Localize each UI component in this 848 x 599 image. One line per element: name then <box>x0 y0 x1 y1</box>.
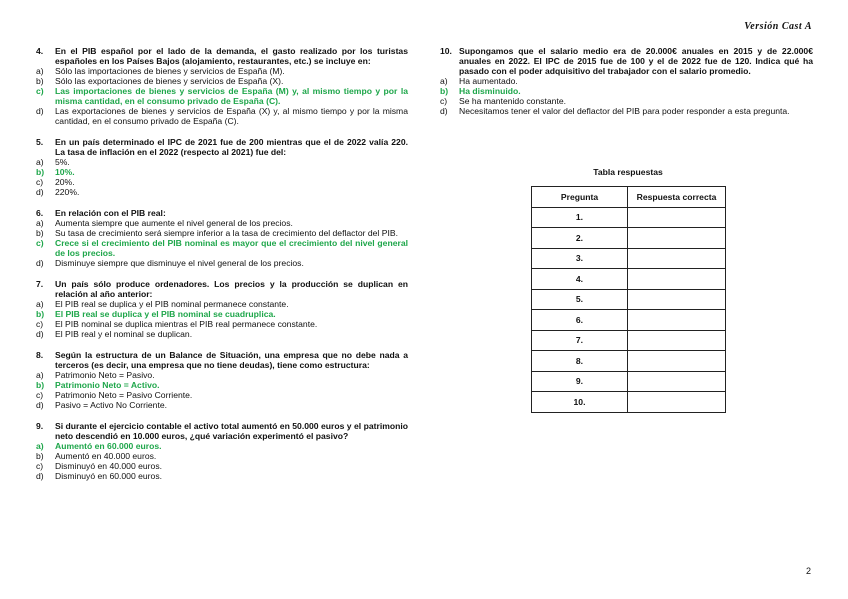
table-row <box>532 269 726 290</box>
option-text: 10%. <box>55 167 75 177</box>
question-number-cell: 7. <box>532 330 628 351</box>
option-text: Patrimonio Neto = Pasivo. <box>55 370 155 380</box>
option-text: Su tasa de crecimiento será siempre inferior a la tasa de crecimiento del deflactor del PIB. <box>55 228 398 238</box>
answer-cell <box>628 248 726 269</box>
option-letter: d) <box>36 471 44 481</box>
table-row <box>532 371 726 392</box>
question-text: En un país determinado el IPC de 2021 fue de 200 mientras que el de 2022 valía 220. La tasa de inflación en el 2022 (respecto al 2021) fue del: <box>55 137 408 157</box>
question-text: En el PIB español por el lado de la demanda, el gasto realizado por los turistas españoles en los Países Bajos (alojamiento, restaurantes, etc.) se incluye en: <box>55 46 408 66</box>
left-column <box>36 46 408 492</box>
answer-option <box>440 96 813 106</box>
option-letter: a) <box>36 299 44 309</box>
answer-option <box>36 157 408 167</box>
option-text: Pasivo = Activo No Corriente. <box>55 400 168 410</box>
answer-option <box>36 400 408 410</box>
correct-answer-option <box>36 380 408 390</box>
question-block <box>36 46 408 126</box>
question-number: 9. <box>36 421 44 431</box>
option-letter: d) <box>36 258 44 268</box>
table-row <box>532 248 726 269</box>
table-row <box>532 228 726 249</box>
option-text: Disminuyó en 40.000 euros. <box>55 461 163 471</box>
option-letter: a) <box>440 76 448 86</box>
question-stem <box>36 350 408 370</box>
answer-cell <box>628 228 726 249</box>
option-text: Ha aumentado. <box>459 76 518 86</box>
question-number-cell: 5. <box>532 289 628 310</box>
question-number-cell: 1. <box>532 207 628 228</box>
question-number-cell: 2. <box>532 228 628 249</box>
answer-cell <box>628 310 726 331</box>
answer-option <box>36 218 408 228</box>
option-text: Aumentó en 60.000 euros. <box>55 441 162 451</box>
option-letter: b) <box>36 228 44 238</box>
option-letter: c) <box>36 177 44 187</box>
option-letter: a) <box>36 157 44 167</box>
option-letter: a) <box>36 370 44 380</box>
option-letter: b) <box>36 76 44 86</box>
answer-table-title: Tabla respuestas <box>593 167 663 177</box>
option-text: 220%. <box>55 187 80 197</box>
answer-option <box>36 66 408 76</box>
answer-option <box>440 76 813 86</box>
question-number-cell: 6. <box>532 310 628 331</box>
correct-answer-option <box>440 86 813 96</box>
answer-option <box>36 106 408 126</box>
answer-cell <box>628 371 726 392</box>
question-stem <box>36 137 408 157</box>
answer-option <box>36 451 408 461</box>
option-letter: a) <box>36 66 44 76</box>
question-number: 10. <box>440 46 452 56</box>
option-letter: d) <box>36 106 44 116</box>
question-number: 5. <box>36 137 44 147</box>
option-text: 20%. <box>55 177 75 187</box>
correct-answer-option <box>36 238 408 258</box>
answer-option <box>36 177 408 187</box>
option-text: Necesitamos tener el valor del deflactor del PIB para poder responder a esta pregunta. <box>459 106 790 116</box>
option-letter: a) <box>36 218 44 228</box>
answer-option <box>36 471 408 481</box>
right-column <box>440 46 813 127</box>
option-text: Ha disminuido. <box>459 86 521 96</box>
answer-option <box>36 329 408 339</box>
question-number: 8. <box>36 350 44 360</box>
option-letter: d) <box>36 187 44 197</box>
question-block <box>36 137 408 197</box>
option-text: 5%. <box>55 157 70 167</box>
option-letter: c) <box>36 86 44 96</box>
question-number-cell: 8. <box>532 351 628 372</box>
question-stem <box>36 421 408 441</box>
answer-option <box>36 299 408 309</box>
question-block <box>440 46 813 116</box>
question-number: 6. <box>36 208 44 218</box>
table-row <box>532 310 726 331</box>
option-text: Aumenta siempre que aumente el nivel general de los precios. <box>55 218 293 228</box>
option-letter: c) <box>36 319 44 329</box>
option-letter: b) <box>36 380 45 390</box>
option-text: Patrimonio Neto = Activo. <box>55 380 160 390</box>
correct-answer-option <box>36 441 408 451</box>
answer-option <box>36 390 408 400</box>
question-number-cell: 3. <box>532 248 628 269</box>
answer-option <box>36 258 408 268</box>
question-block <box>36 279 408 339</box>
correct-answer-option <box>36 167 408 177</box>
option-text: El PIB real se duplica y el PIB nominal se cuadruplica. <box>55 309 276 319</box>
option-text: Las exportaciones de bienes y servicios de España (X) y, al mismo tiempo y por la misma cantidad, en el consumo privado de España (C). <box>55 106 408 126</box>
question-number: 7. <box>36 279 44 289</box>
header-correct-answer: Respuesta correcta <box>628 187 726 208</box>
answer-table-header-row <box>532 187 726 208</box>
correct-answer-option <box>36 309 408 319</box>
question-text: Si durante el ejercicio contable el activo total aumentó en 50.000 euros y el patrimonio neto descendió en 10.000 euros, ¿qué variación experimentó el pasivo? <box>55 421 408 441</box>
question-block <box>36 350 408 410</box>
answer-option <box>36 319 408 329</box>
answer-option <box>36 76 408 86</box>
question-number-cell: 10. <box>532 392 628 413</box>
table-row <box>532 289 726 310</box>
version-label: Versión Cast A <box>744 21 812 32</box>
table-row <box>532 351 726 372</box>
answer-cell <box>628 289 726 310</box>
option-letter: c) <box>36 461 44 471</box>
question-number-cell: 9. <box>532 371 628 392</box>
question-text: Según la estructura de un Balance de Situación, una empresa que no debe nada a terceros (es decir, una empresa que no tiene deudas), tiene como estructura: <box>55 350 408 370</box>
question-stem <box>36 279 408 299</box>
option-letter: a) <box>36 441 44 451</box>
question-block <box>36 208 408 268</box>
option-letter: d) <box>36 400 44 410</box>
question-number: 4. <box>36 46 44 56</box>
answer-cell <box>628 207 726 228</box>
table-row <box>532 330 726 351</box>
option-letter: c) <box>36 238 44 248</box>
option-letter: b) <box>440 86 449 96</box>
answer-cell <box>628 351 726 372</box>
question-text: Un país sólo produce ordenadores. Los precios y la producción se duplican en relación al año anterior: <box>55 279 408 299</box>
option-text: Disminuyó en 60.000 euros. <box>55 471 163 481</box>
table-row <box>532 392 726 413</box>
question-stem <box>440 46 813 76</box>
option-text: Aumentó en 40.000 euros. <box>55 451 157 461</box>
correct-answer-option <box>36 86 408 106</box>
header-question: Pregunta <box>532 187 628 208</box>
option-text: El PIB real se duplica y el PIB nominal permanece constante. <box>55 299 289 309</box>
option-text: El PIB nominal se duplica mientras el PIB real permanece constante. <box>55 319 318 329</box>
question-stem <box>36 208 408 218</box>
question-text: Supongamos que el salario medio era de 20.000€ anuales en 2015 y de 22.000€ anuales en 2022. El IPC de 2015 fue de 100 y el de 2022 fue de 120. Indica qué ha pasado con el poder adquisitivo del trabajador con el salario promedio. <box>459 46 813 76</box>
option-text: Patrimonio Neto = Pasivo Corriente. <box>55 390 193 400</box>
table-row <box>532 207 726 228</box>
option-letter: b) <box>36 167 45 177</box>
answer-option <box>440 106 813 116</box>
page-number: 2 <box>806 566 812 576</box>
option-letter: c) <box>36 390 44 400</box>
option-letter: d) <box>440 106 448 116</box>
option-text: Disminuye siempre que disminuye el nivel general de los precios. <box>55 258 304 268</box>
answer-option <box>36 228 408 238</box>
option-text: El PIB real y el nominal se duplican. <box>55 329 193 339</box>
option-text: Las importaciones de bienes y servicios de España (M) y, al mismo tiempo y por la misma cantidad, en el consumo privado de España (C). <box>55 86 408 106</box>
option-text: Sólo las importaciones de bienes y servicios de España (M). <box>55 66 285 76</box>
option-letter: b) <box>36 309 45 319</box>
answer-option <box>36 370 408 380</box>
option-letter: d) <box>36 329 44 339</box>
question-block <box>36 421 408 481</box>
answer-option <box>36 461 408 471</box>
option-letter: c) <box>440 96 448 106</box>
option-letter: b) <box>36 451 44 461</box>
question-text: En relación con el PIB real: <box>55 208 166 218</box>
answer-table <box>531 186 726 413</box>
question-number-cell: 4. <box>532 269 628 290</box>
question-stem <box>36 46 408 66</box>
answer-cell <box>628 269 726 290</box>
answer-option <box>36 187 408 197</box>
answer-cell <box>628 330 726 351</box>
option-text: Crece si el crecimiento del PIB nominal es mayor que el crecimiento del nivel general de los precios. <box>55 238 408 258</box>
option-text: Sólo las exportaciones de bienes y servicios de España (X). <box>55 76 284 86</box>
answer-cell <box>628 392 726 413</box>
option-text: Se ha mantenido constante. <box>459 96 567 106</box>
